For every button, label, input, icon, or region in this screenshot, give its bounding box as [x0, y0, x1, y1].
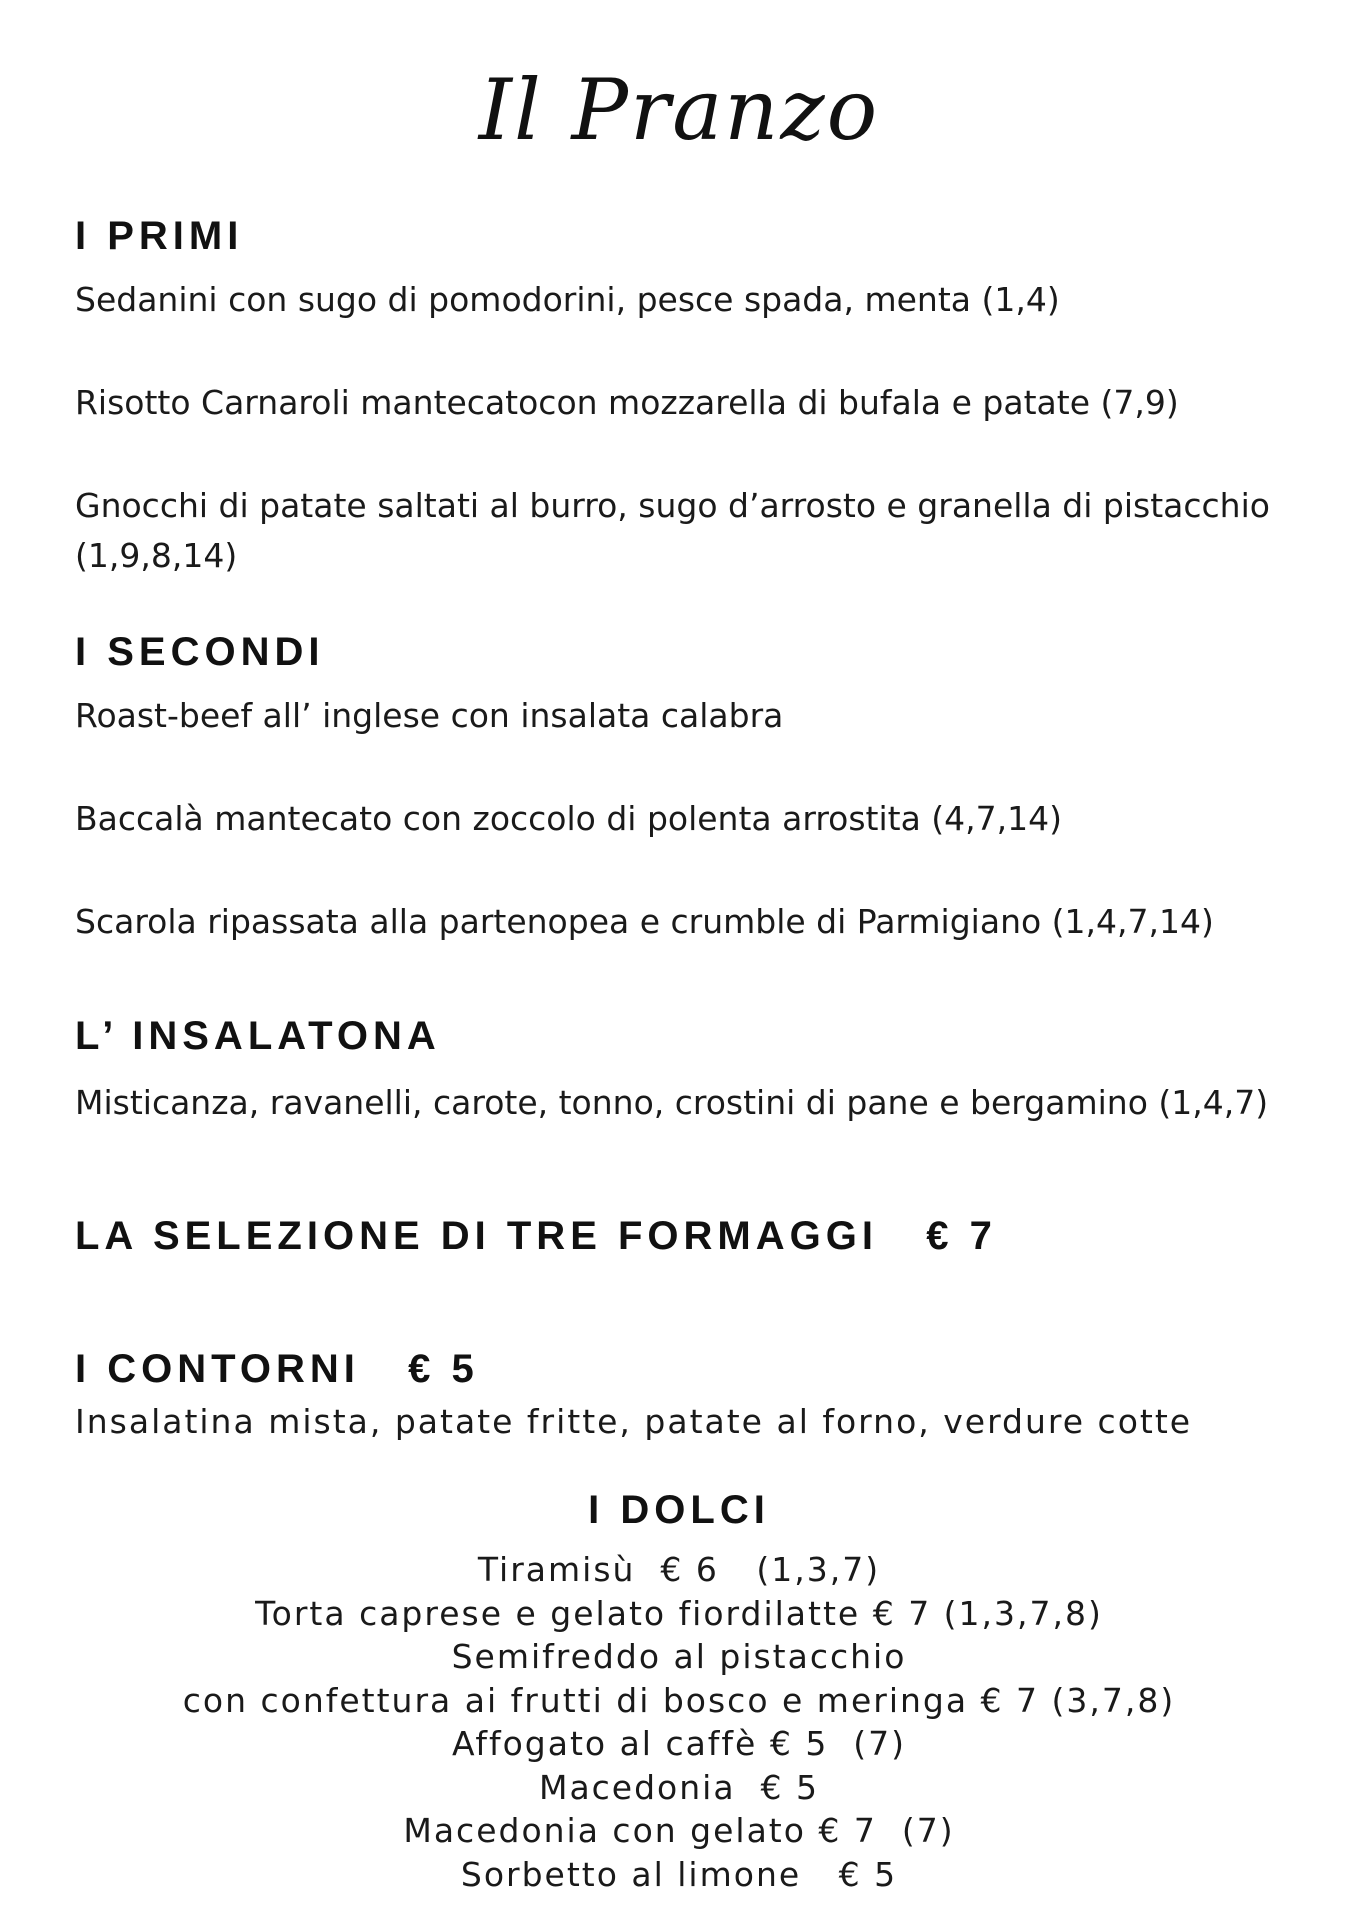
dessert-item: Tiramisù € 6 (1,3,7): [477, 1550, 881, 1589]
menu-item: Misticanza, ravanelli, carote, tonno, crostini di pane e bergamino (1,4,7): [75, 1083, 1269, 1122]
menu-item: Gnocchi di patate saltati al burro, sugo d’arrosto e granella di pistacchio (1,9,8,14): [75, 486, 1270, 575]
section-heading-dolci: I DOLCI: [588, 1488, 770, 1532]
section-heading-secondi: I SECONDI: [75, 630, 325, 674]
dessert-item: Affogato al caffè € 5 (7): [451, 1724, 907, 1763]
dolci-list: [0, 1548, 1358, 1896]
dessert-item: Semifreddo al pistacchio: [451, 1637, 907, 1676]
section-heading-contorni: I CONTORNI € 5: [75, 1347, 479, 1391]
dessert-item: Torta caprese e gelato fiordilatte € 7 (1,3,7,8): [255, 1593, 1103, 1633]
page-title: Il Pranzo: [478, 61, 880, 159]
menu-item: Roast-beef all’ inglese con insalata calabra: [75, 696, 784, 735]
menu-item: Insalatina mista, patate fritte, patate al forno, verdure cotte: [75, 1402, 1193, 1441]
section-heading-formaggi: LA SELEZIONE DI TRE FORMAGGI € 7: [75, 1214, 997, 1258]
dessert-item: Macedonia con gelato € 7 (7): [403, 1811, 955, 1850]
dessert-item: Macedonia € 5: [538, 1767, 820, 1807]
dessert-item: Sorbetto al limone € 5: [460, 1854, 898, 1894]
menu-item: Scarola ripassata alla partenopea e crumble di Parmigiano (1,4,7,14): [75, 902, 1214, 941]
section-heading-primi: I PRIMI: [75, 214, 244, 258]
dessert-item: con confettura ai frutti di bosco e meringa € 7 (3,7,8): [182, 1680, 1176, 1720]
menu-item: Baccalà mantecato con zoccolo di polenta arrostita (4,7,14): [75, 799, 1063, 838]
menu-item: Risotto Carnaroli mantecatocon mozzarella di bufala e patate (7,9): [75, 383, 1179, 422]
section-heading-insalatona: L’ INSALATONA: [75, 1014, 441, 1058]
menu-item: Sedanini con sugo di pomodorini, pesce spada, menta (1,4): [75, 280, 1060, 319]
